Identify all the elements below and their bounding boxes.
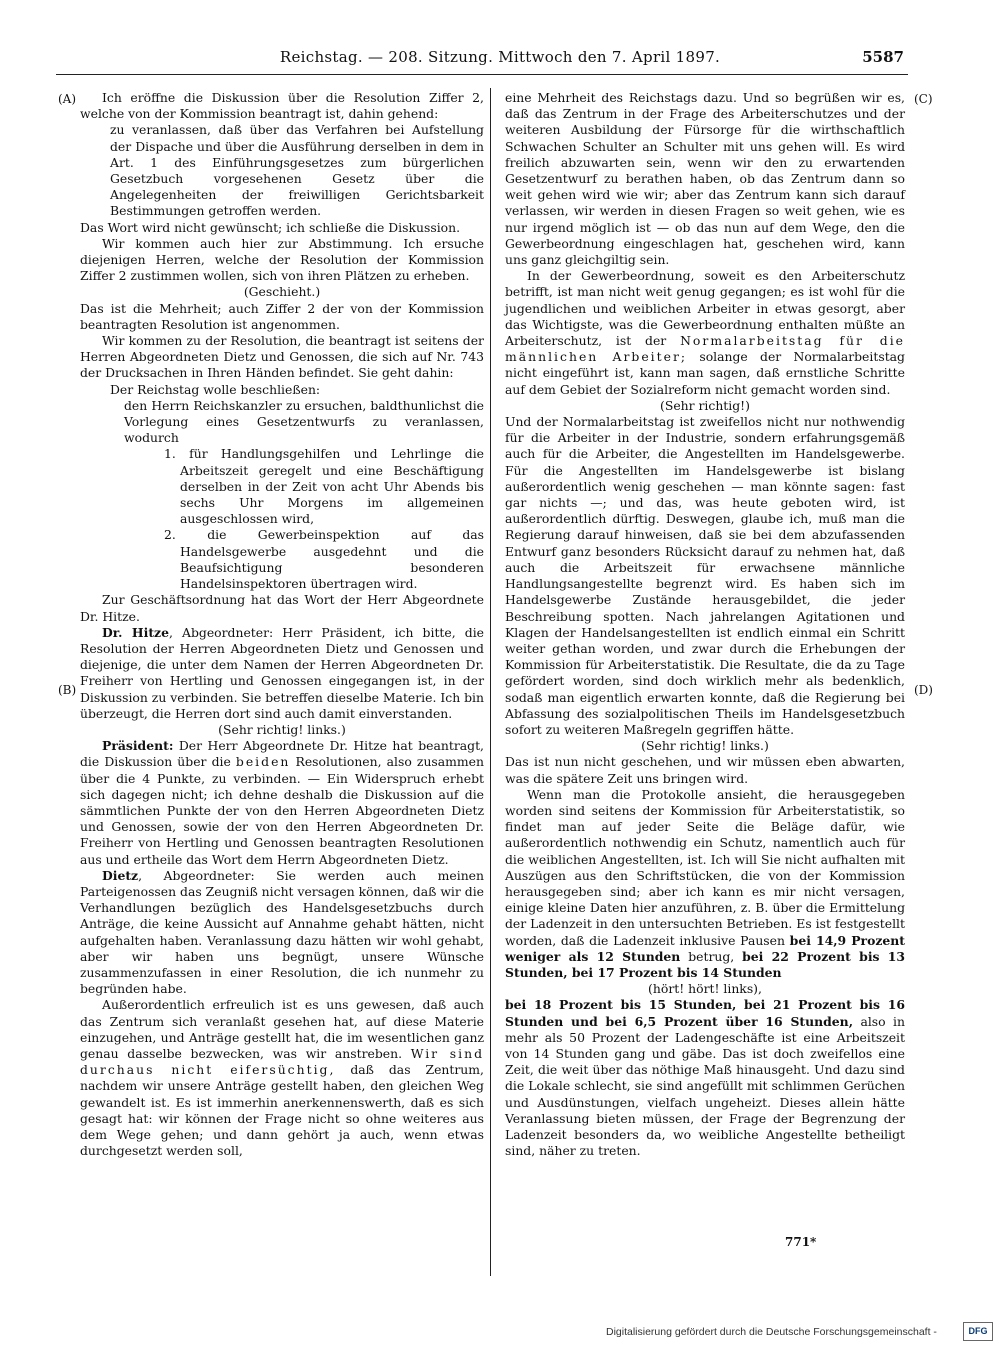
speech-text: In der Gewerbeordnung, soweit es den Arbeiterschutz betrifft, ist man nicht weit genug gegangen; es ist wohl für die jugendlichen und weiblichen Arbeiter in etwas gesorgt, aber das Wichtigste, was die Gewerbeordnung enthalten müßte an Arbeiterschutz, ist der — [505, 268, 905, 349]
paragraph — [505, 997, 905, 1159]
signature-mark: 771* — [785, 1235, 817, 1249]
paragraph: Das ist nun nicht geschehen, und wir müssen eben abwarten, was die spätere Zeit uns bringen wird. — [505, 754, 905, 786]
quoted-motion-heading: Der Reichstag wolle beschließen: — [110, 381, 321, 397]
speech-paragraph — [80, 997, 484, 1159]
speech-paragraph — [80, 738, 484, 868]
stage-direction: (Geschieht.) — [243, 284, 321, 300]
bold-figures: bei 14,9 Prozent weniger als 12 Stunden — [505, 932, 905, 964]
page-number: 5587 — [862, 48, 904, 66]
paragraph: Wir kommen zu der Resolution, die beantragt ist seitens der Herren Abgeordneten Dietz und Genossen, die sich auf Nr. 743 der Drucksachen in Ihren Händen befindet. Sie geht dahin: — [80, 333, 484, 381]
emphasis-text: Wir sind durchaus nicht eifersüchtig, — [80, 1045, 484, 1078]
stage-direction: (Sehr richtig! links.) — [218, 721, 346, 737]
margin-marker-b: (B) — [58, 683, 77, 697]
left-column — [80, 90, 484, 1159]
stage-direction: (Sehr richtig! links.) — [641, 738, 769, 754]
margin-marker-a: (A) — [58, 92, 77, 106]
speaker-name: Dr. Hitze — [102, 624, 169, 640]
right-column — [505, 90, 905, 1159]
bold-figures: bei 22 Prozent bis 13 Stunden, bei 17 Prozent bis 14 Stunden — [505, 948, 906, 980]
column-divider — [490, 88, 491, 1276]
motion-item: 1. für Handlungsgehilfen und Lehrlinge die Arbeitszeit geregelt und eine Beschäftigung derselben in der Zeit von acht Uhr Abends bis sechs Uhr Morgens im allgemeinen ausgeschlossen wird, — [164, 446, 484, 527]
speech-text: solange der Normalarbeitstag nicht eingeführt ist, kann man sagen, daß ernstliche Schritte auf dem Gebiet der Sozialreform nicht gemacht worden sind. — [505, 349, 905, 397]
speech-text: , Abgeordneter: Herr Präsident, ich bitte, die Resolution der Herren Abgeordneten Dietz und Genossen und diejenige, die unter dem Namen der Herren Abgeordneten Dr. Freiherr von Hertling und Genossen eingegangen ist, in der Diskussion zu verbinden. Sie betreffen dieselbe Materie. Ich bin überzeugt, die Herren dort sind auch damit einverstanden. — [80, 624, 484, 721]
page-title: Reichstag. — 208. Sitzung. Mittwoch den 7. April 1897. — [279, 48, 721, 66]
speech-text: Außerordentlich erfreulich ist es uns gewesen, daß auch das Zentrum sich veranlaßt gesehen hat, auf diese Materie einzugehen, und Anträge gestellt hat, die im wesentlichen ganz genau dasselbe bezwecken, was wir anstreben. — [80, 997, 484, 1061]
speech-text: daß das Zentrum, nachdem wir unsere Anträge gestellt haben, den gleichen Weg gewandelt ist. Es ist immerhin anerkennenswerth, daß es sich gesagt hat: wir können der Frage nicht so ohne weiteres aus dem Wege gehen; und dann gehört ja auch, wenn etwas durchgesetzt werden soll, — [80, 1062, 484, 1159]
paragraph — [505, 787, 905, 981]
paragraph: Und der Normalarbeitstag ist zweifellos nicht nur nothwendig für die Arbeiter in der Industrie, sondern erfahrungsgemäß auch für die Arbeiter, die Angestellten im Handelsgewerbe. Für die Angestellten im Handelsgewerbe ist bislang außerordentlich wenig geschehen — man könnte sagen: fast gar nichts —; und das, was heute geboten wird, ist außerordentlich dürftig. Deswegen, glaube ich, muß man die Regierung darauf hinweisen, daß sie bei dem abzufassenden Entwurf ganz besonders Rücksicht darauf zu nehmen hat, daß auch die Arbeitszeit für erwachsene männliche Handlungsangestellte begrenzt wird. Es haben sich im Handelsgewerbe Zustände herausgebildet, die jeder Beschreibung spotten. Nach jahrelangen Agitationen und Klagen der Handelsangestellten ist endlich einmal ein Schritt weiter gethan worden, und zwar durch die Erhebungen der Kommission für Arbeiterstatistik. Die Resultate, die da zu Tage gefördert worden, sind doch wirklich mehr als bedenklich, sodaß man eigentlich erwarten konnte, daß die Regierung bei Abfassung des sozialpolitischen Theils im Handelsgesetzbuch sofort zu weiteren Maßregeln gegriffen hätte. — [505, 414, 905, 737]
speaker-name: Dietz — [102, 867, 139, 883]
emphasis-text: beiden — [235, 754, 291, 770]
speech-text: also in mehr als 50 Prozent der Ladengeschäfte ist eine Arbeitszeit von 14 Stunden gang und gäbe. Das ist doch zweifellos eine Zeit, die weit über das nöthige Maß hinausgeht. Und dazu sind die Lokale schlecht, sie sind angefüllt mit schlimmen Gerüchen und Ausdünstungen, vielfach ungeheizt. Dieses allein hätte Veranlassung bieten müssen, der Frage der Begrenzung der Ladenzeit besonders da, wo weibliche Angestellte betheiligt sind, näher zu treten. — [505, 1013, 905, 1159]
speech-text: betrug, — [680, 948, 743, 964]
paragraph — [505, 268, 905, 398]
paragraph: Das ist die Mehrheit; auch Ziffer 2 der von der Kommission beantragten Resolution ist angenommen. — [80, 300, 484, 332]
paragraph: eine Mehrheit des Reichstags dazu. Und so begrüßen wir es, daß das Zentrum in der Frage des Arbeiterschutzes und der weiteren Ausbildung der Fürsorge für die wirthschaftlich Schwachen Schulter an Schulter mit uns gehen will. Es wird freilich abzuwarten sein, wenn wir den zu erwartenden Gesetzentwurf zu berathen haben, ob das Zentrum dann so weit gehen wird wie wir; aber das Zentrum kann sich darauf verlassen, wir werden in diesen Fragen so weit gehen, wie es nur irgend möglich ist — ob das nun auf dem Wege, den die Gewerbeordnung eingeschlagen hat, geschehen wird, kann uns ganz gleichgiltig sein. — [505, 90, 905, 268]
speech-paragraph — [80, 625, 484, 722]
speech-text: Resolutionen, also zusammen über die 4 Punkte, zu verbinden. — Ein Widerspruch erhebt sich dagegen nicht; ich dehne deshalb die Diskussion auf die sämmtlichen Punkte der von den Herren Abgeordneten Dietz und Genossen, sowie der von den Herren Abgeordneten Dr. Freiherr von Hertling und Genossen beantragten Resolutionen aus und ertheile das Wort dem Herrn Abgeordneten Dietz. — [80, 754, 484, 867]
motion-item: 2. die Gewerbeinspektion auf das Handelsgewerbe ausgedehnt und die Beaufsichtigung besonderen Handelsinspektoren übertragen wird. — [164, 527, 484, 592]
quoted-resolution: zu veranlassen, daß über das Verfahren bei Aufstellung der Dispache und über die Ausführung derselben in dem in Art. 1 des Einführungsgesetzes zum bürgerlichen Gesetzbuch vorgesehenen Gesetz über die Angelegenheiten der freiwilligen Gerichtsbarkeit Bestimmungen getroffen werden. — [110, 122, 484, 219]
paragraph: Ich eröffne die Diskussion über die Resolution Ziffer 2, welche von der Kommission beantragt ist, dahin gehend: — [80, 90, 484, 122]
margin-marker-d: (D) — [914, 683, 933, 697]
speech-text: , Abgeordneter: Sie werden auch meinen Parteigenossen das Zeugniß nicht versagen können, daß wir die Verhandlungen bezüglich des Handelsgesetzbuchs durch Anträge, die keine Aussicht auf Annahme gehabt hätten, nicht aufgehalten haben. Veranlassung dazu hätten wir wohl gehabt, aber wir haben uns begnügt, unsere Wünsche zusammenzufassen in einer Resolution, die ich nunmehr zu begründen habe. — [80, 867, 484, 997]
stage-direction: (hört! hört! links), — [648, 981, 762, 997]
paragraph: Zur Geschäftsordnung hat das Wort der Herr Abgeordnete Dr. Hitze. — [80, 592, 484, 624]
margin-marker-c: (C) — [914, 92, 933, 106]
emphasis-text: Normalarbeitstag für die männlichen Arbeiter; — [505, 333, 906, 365]
quoted-motion: den Herrn Reichskanzler zu ersuchen, baldthunlichst die Vorlegung eines Gesetzentwurfs zu veranlassen, wodurch — [124, 397, 484, 446]
speaker-name: Präsident: — [102, 738, 174, 754]
footer-credit: Digitalisierung gefördert durch die Deutsche Forschungsgemeinschaft - — [606, 1326, 937, 1338]
page-header — [0, 48, 1000, 72]
bold-figures: bei 18 Prozent bis 15 Stunden, bei 21 Prozent bis 16 Stunden und bei 6,5 Prozent über 16 Stunden, — [505, 997, 905, 1029]
header-rule — [56, 74, 908, 75]
speech-text: Der Herr Abgeordnete Dr. Hitze hat beantragt, die Diskussion über die — [80, 738, 484, 770]
paragraph: Das Wort wird nicht gewünscht; ich schließe die Diskussion. — [80, 219, 461, 235]
dfg-logo: DFG — [963, 1322, 993, 1341]
speech-text: Wenn man die Protokolle ansieht, die herausgegeben worden sind seitens der Kommission für Arbeiterstatistik, so findet man auf jeder Seite die Beläge dafür, wie außerordentlich nothwendig ein Schutz, namentlich auch für die weiblichen Angestellten, ist. Ich will Sie nicht aufhalten mit Auszügen aus den Schriftstücken, die von der Kommission herausgegeben sind; aber ich kann es mir nicht versagen, einige kleine Daten hier anzuführen, z. B. über die Ermittelung der Ladenzeit in den untersuchten Betrieben. Es ist festgestellt worden, daß die Ladenzeit inklusive Pausen — [505, 786, 905, 948]
stage-direction: (Sehr richtig!) — [660, 397, 750, 413]
speech-paragraph — [80, 868, 484, 998]
paragraph: Wir kommen auch hier zur Abstimmung. Ich ersuche diejenigen Herren, welche der Resolution der Kommission Ziffer 2 zustimmen wollen, sich von ihren Plätzen zu erheben. — [80, 235, 484, 284]
